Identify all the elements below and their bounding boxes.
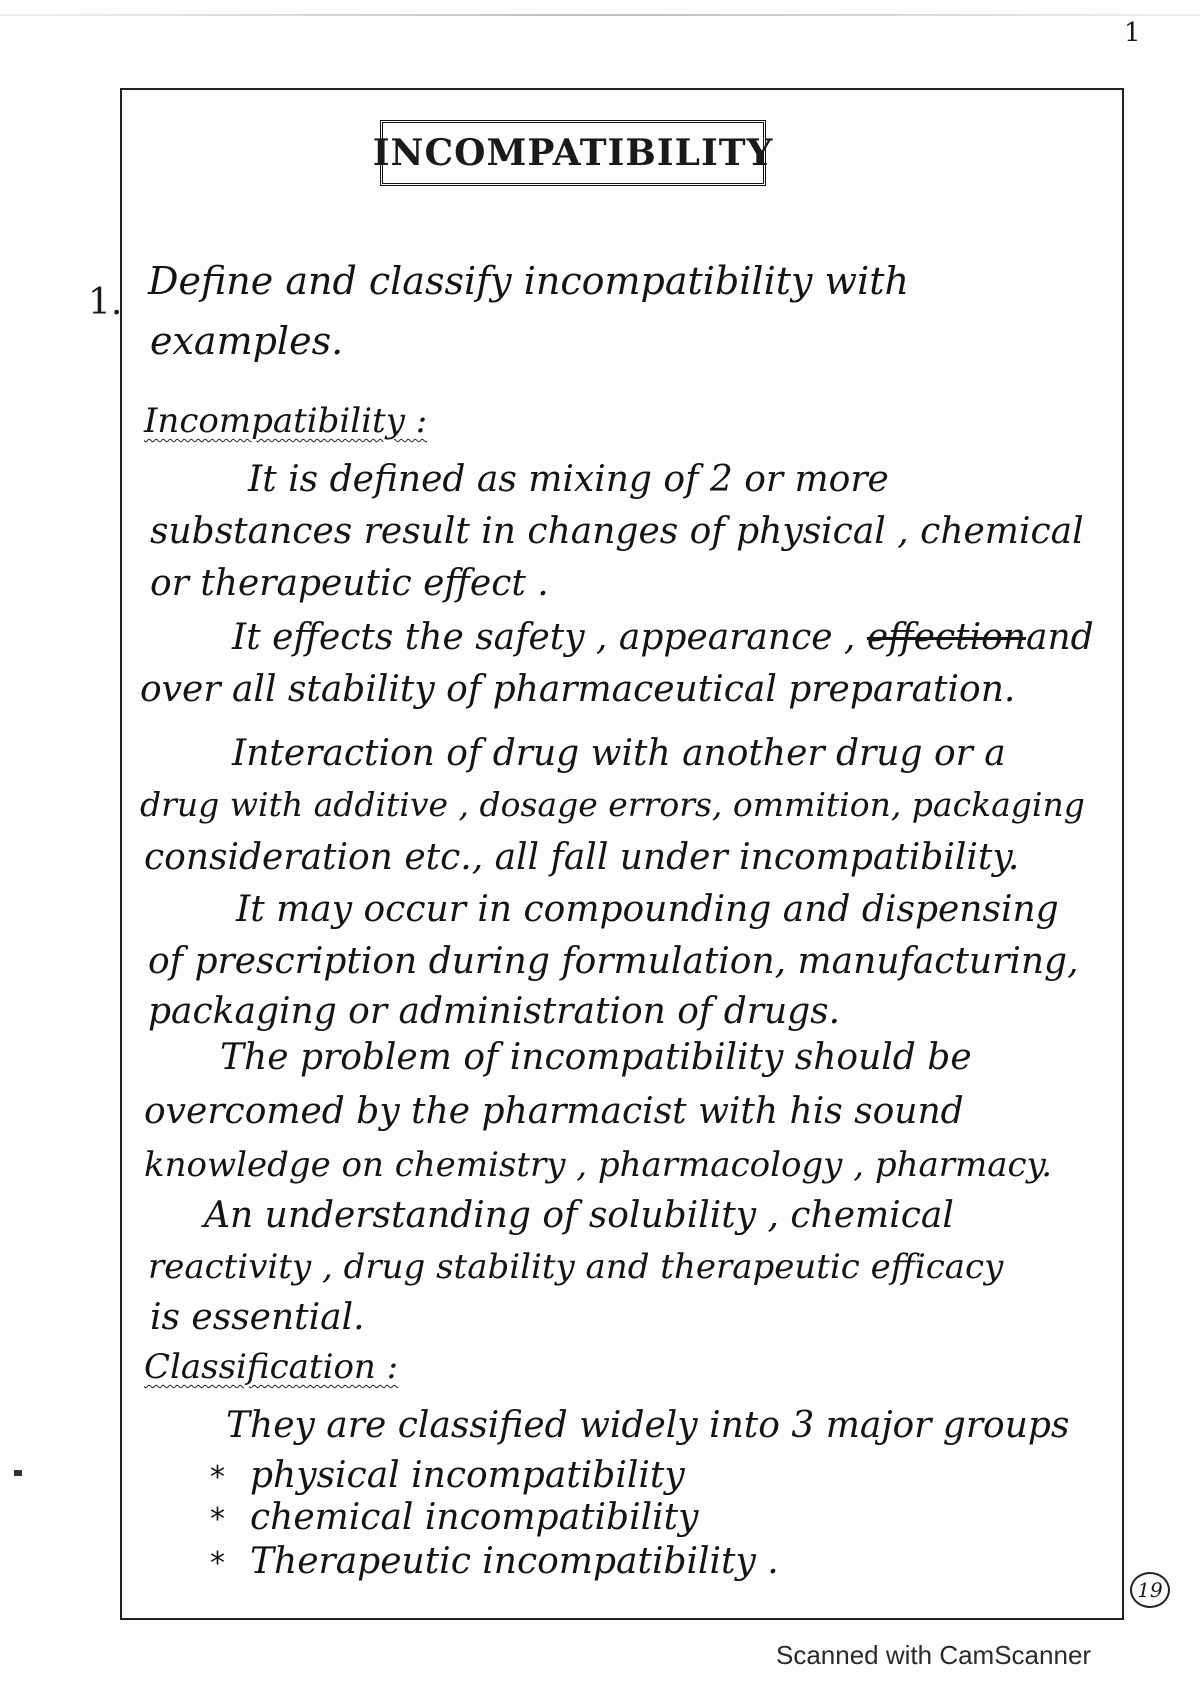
body-line-9: It may occur in compounding and dispensing: [236, 889, 1059, 930]
list-item: [210, 1497, 699, 1538]
page-number-circle: 19: [1130, 1572, 1170, 1608]
classification-intro: They are classified widely into 3 major groups: [226, 1405, 1070, 1446]
body-line-17: is essential.: [150, 1297, 365, 1338]
body-line-1: It is defined as mixing of 2 or more: [248, 459, 889, 500]
bullet-star-icon: *: [210, 1502, 225, 1537]
correction-word: and: [1026, 617, 1094, 658]
body-line-8: consideration etc., all fall under incompatibility.: [144, 837, 1020, 878]
margin-mark: [14, 1470, 22, 1476]
list-item-label: physical incompatibility: [250, 1455, 685, 1496]
list-item: [210, 1455, 685, 1496]
body-line-3: or therapeutic effect .: [150, 563, 549, 604]
body-line-6: Interaction of drug with another drug or a: [232, 733, 1006, 774]
body-line-15: An understanding of solubility , chemical: [204, 1195, 954, 1236]
body-line-4-text: It effects the safety , appearance ,: [232, 617, 867, 658]
question-line-2: examples.: [150, 319, 344, 363]
top-page-number: 1: [1124, 18, 1141, 48]
question-number: 1.: [88, 282, 123, 323]
section-heading-incompatibility: Incompatibility :: [144, 401, 428, 441]
body-line-13: overcomed by the pharmacist with his sound: [144, 1091, 964, 1132]
list-item-label: Therapeutic incompatibility .: [250, 1541, 779, 1582]
bullet-star-icon: *: [210, 1460, 225, 1495]
struck-out-word: effection: [866, 617, 1026, 658]
list-item-label: chemical incompatibility: [250, 1497, 699, 1538]
section-heading-classification: Classification :: [144, 1347, 399, 1387]
body-line-7: drug with additive , dosage errors, ommition, packaging: [140, 785, 1085, 824]
page-title: INCOMPATIBILITY: [372, 132, 774, 174]
question-line-1: Define and classify incompatibility with: [148, 259, 909, 303]
bullet-star-icon: *: [210, 1546, 225, 1581]
body-line-10: of prescription during formulation, manufacturing,: [148, 941, 1079, 982]
body-line-11: packaging or administration of drugs.: [148, 991, 841, 1032]
page-top-edge: [0, 14, 1200, 16]
body-line-5: over all stability of pharmaceutical preparation.: [140, 669, 1016, 710]
body-line-12: The problem of incompatibility should be: [220, 1037, 972, 1078]
body-line-16: reactivity , drug stability and therapeutic efficacy: [148, 1247, 1004, 1287]
body-line-4: [232, 617, 1094, 658]
scanner-watermark: Scanned with CamScanner: [776, 1640, 1092, 1670]
list-item: [210, 1541, 779, 1582]
body-line-14: knowledge on chemistry , pharmacology , pharmacy.: [144, 1145, 1053, 1185]
body-line-2: substances result in changes of physical , chemical: [150, 511, 1084, 552]
title-box: [372, 120, 774, 186]
